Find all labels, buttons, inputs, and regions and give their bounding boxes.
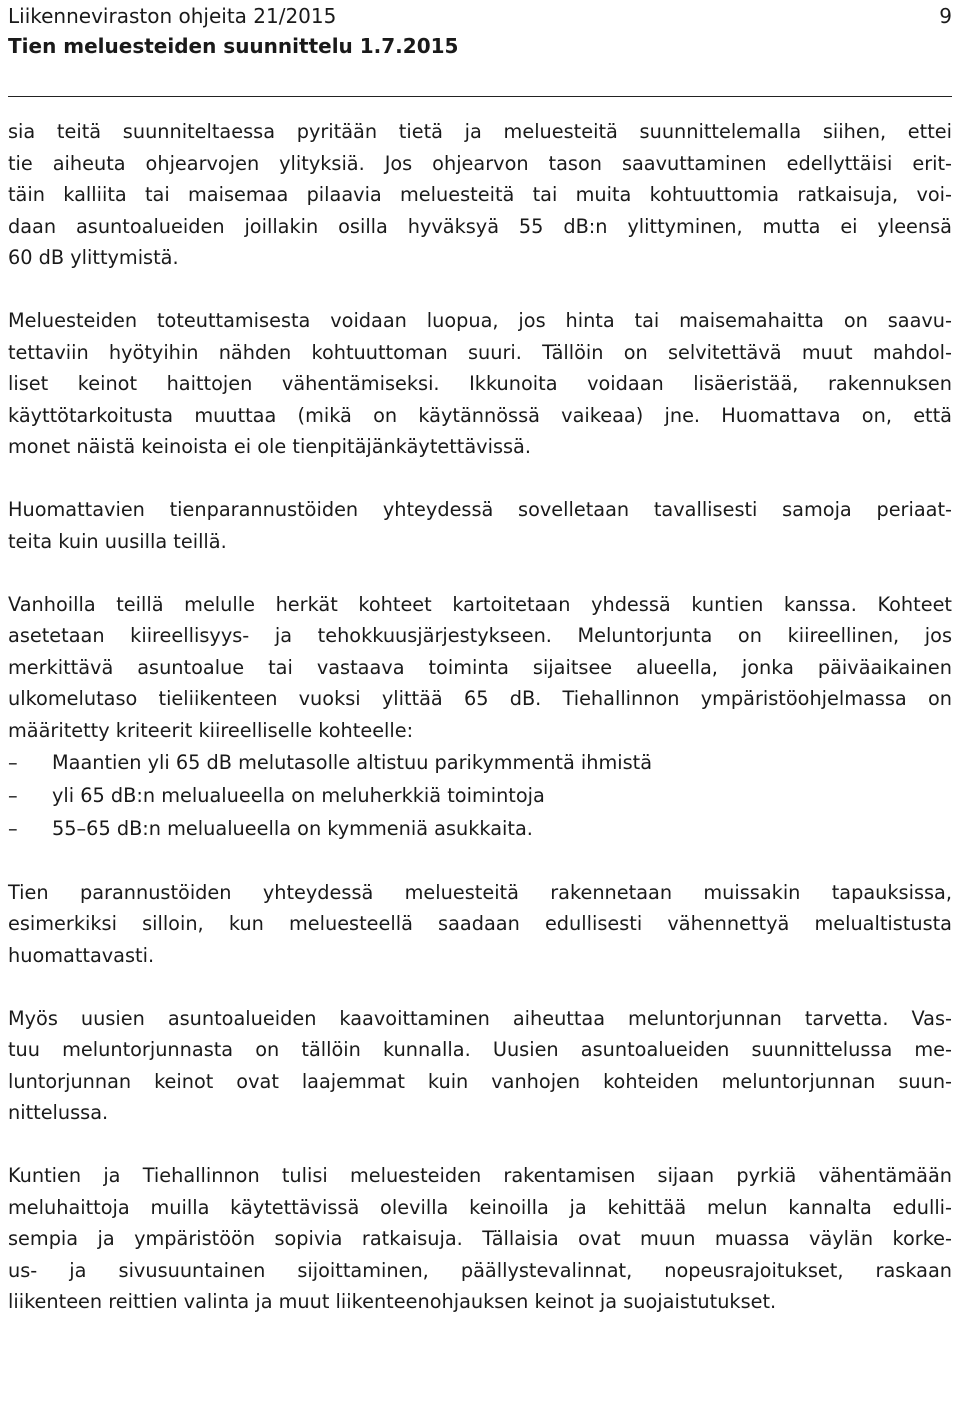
dash-bullet: – bbox=[8, 751, 18, 774]
text-line: huomattavasti. bbox=[8, 943, 155, 967]
paragraph bbox=[8, 494, 952, 557]
text-line: daan asuntoalueiden joillakin osilla hyväksyä 55 dB:n ylittyminen, mutta ei yleensä bbox=[8, 214, 952, 238]
document-title: Tien meluesteiden suunnittelu 1.7.2015 bbox=[8, 34, 459, 58]
text-line: meluhaittoja muilla käytettävissä olevilla keinoilla ja kehittää melun kannalta edulli- bbox=[8, 1195, 952, 1219]
text-line: käyttötarkoitusta muuttaa (mikä on käytännössä vaikeaa) jne. Huomattava on, että bbox=[8, 403, 952, 427]
text-line: Huomattavien tienparannustöiden yhteydessä sovelletaan tavallisesti samoja periaat- bbox=[8, 498, 952, 521]
text-line: us- ja sivusuuntainen sijoittaminen, päällystevalinnat, nopeusrajoitukset, raskaan bbox=[8, 1258, 952, 1282]
text-line: tie aiheuta ohjearvojen ylityksiä. Jos ohjearvon tason saavuttaminen edellyttäisi erit- bbox=[8, 151, 952, 175]
text-line: liikenteen reittien valinta ja muut liikenteenohjauksen keinot ja suojaistutukset. bbox=[8, 1290, 777, 1313]
criteria-list bbox=[8, 746, 952, 845]
text-line: nittelussa. bbox=[8, 1101, 109, 1124]
paragraph bbox=[8, 305, 952, 463]
page-header bbox=[8, 0, 952, 97]
list-item bbox=[8, 746, 952, 779]
paragraph bbox=[8, 589, 952, 747]
text-line: tuu meluntorjunnasta on tällöin kunnalla. Uusien asuntoalueiden suunnittelussa me- bbox=[8, 1038, 952, 1061]
text-line: luntorjunnan keinot ovat laajemmat kuin vanhojen kohteiden meluntorjunnan suun- bbox=[8, 1069, 952, 1093]
text-line: sia teitä suunniteltaessa pyritään tietä ja meluesteitä suunnittelemalla siihen, ettei bbox=[8, 120, 952, 143]
text-line: 60 dB ylittymistä. bbox=[8, 246, 179, 269]
paragraph bbox=[8, 1160, 952, 1318]
text-line: ulkomelutaso tieliikenteen vuoksi ylittää 65 dB. Tiehallinnon ympäristöohjelmassa on bbox=[8, 687, 952, 710]
list-item bbox=[8, 779, 952, 812]
text-line: Kuntien ja Tiehallinnon tulisi meluesteiden rakentamisen sijaan pyrkiä vähentämään bbox=[8, 1164, 952, 1187]
text-line: Myös uusien asuntoalueiden kaavoittaminen aiheuttaa meluntorjunnan tarvetta. Vas- bbox=[8, 1006, 952, 1030]
text-line: Tien parannustöiden yhteydessä meluesteitä rakennetaan muissakin tapauksissa, bbox=[8, 880, 952, 904]
text-line: tettaviin hyötyihin nähden kohtuuttoman suuri. Tällöin on selvitettävä muut mahdol- bbox=[8, 340, 952, 364]
text-line: asetetaan kiireellisyys- ja tehokkuusjärjestykseen. Meluntorjunta on kiireellinen, jos bbox=[8, 624, 952, 647]
list-item-text: yli 65 dB:n melualueella on meluherkkiä toimintoja bbox=[52, 784, 545, 807]
publication-series: Liikenneviraston ohjeita 21/2015 bbox=[8, 4, 337, 28]
page-number: 9 bbox=[939, 4, 952, 28]
paragraph bbox=[8, 877, 952, 972]
dash-bullet: – bbox=[8, 784, 18, 807]
text-line: Vanhoilla teillä melulle herkät kohteet kartoitetaan yhdessä kuntien kanssa. Kohteet bbox=[8, 592, 952, 616]
text-line: täin kalliita tai maisemaa pilaavia meluesteitä tai muita kohtuuttomia ratkaisuja, voi- bbox=[8, 183, 952, 206]
list-item bbox=[8, 812, 952, 845]
document-body bbox=[8, 116, 952, 1318]
text-line: teita kuin uusilla teillä. bbox=[8, 529, 227, 553]
list-item-text: Maantien yli 65 dB melutasolle altistuu parikymmentä ihmistä bbox=[52, 751, 653, 774]
paragraph bbox=[8, 1003, 952, 1129]
list-item-text: 55–65 dB:n melualueella on kymmeniä asukkaita. bbox=[52, 817, 533, 840]
paragraph bbox=[8, 116, 952, 274]
text-line: merkittävä asuntoalue tai vastaava toiminta sijaitsee alueella, jonka päiväaikainen bbox=[8, 655, 952, 679]
text-line: esimerkiksi silloin, kun meluesteellä saadaan edullisesti vähennettyä melualtistusta bbox=[8, 912, 952, 935]
text-line: sempia ja ympäristöön sopivia ratkaisuja. Tällaisia ovat muun muassa väylän korke- bbox=[8, 1227, 952, 1250]
dash-bullet: – bbox=[8, 817, 18, 840]
text-line: liset keinot haittojen vähentämiseksi. Ikkunoita voidaan lisäeristää, rakennuksen bbox=[8, 372, 952, 395]
text-line: monet näistä keinoista ei ole tienpitäjänkäytettävissä. bbox=[8, 435, 531, 458]
text-line: Meluesteiden toteuttamisesta voidaan luopua, jos hinta tai maisemahaitta on saavu- bbox=[8, 309, 952, 332]
text-line: määritetty kriteerit kiireelliselle kohteelle: bbox=[8, 718, 414, 742]
